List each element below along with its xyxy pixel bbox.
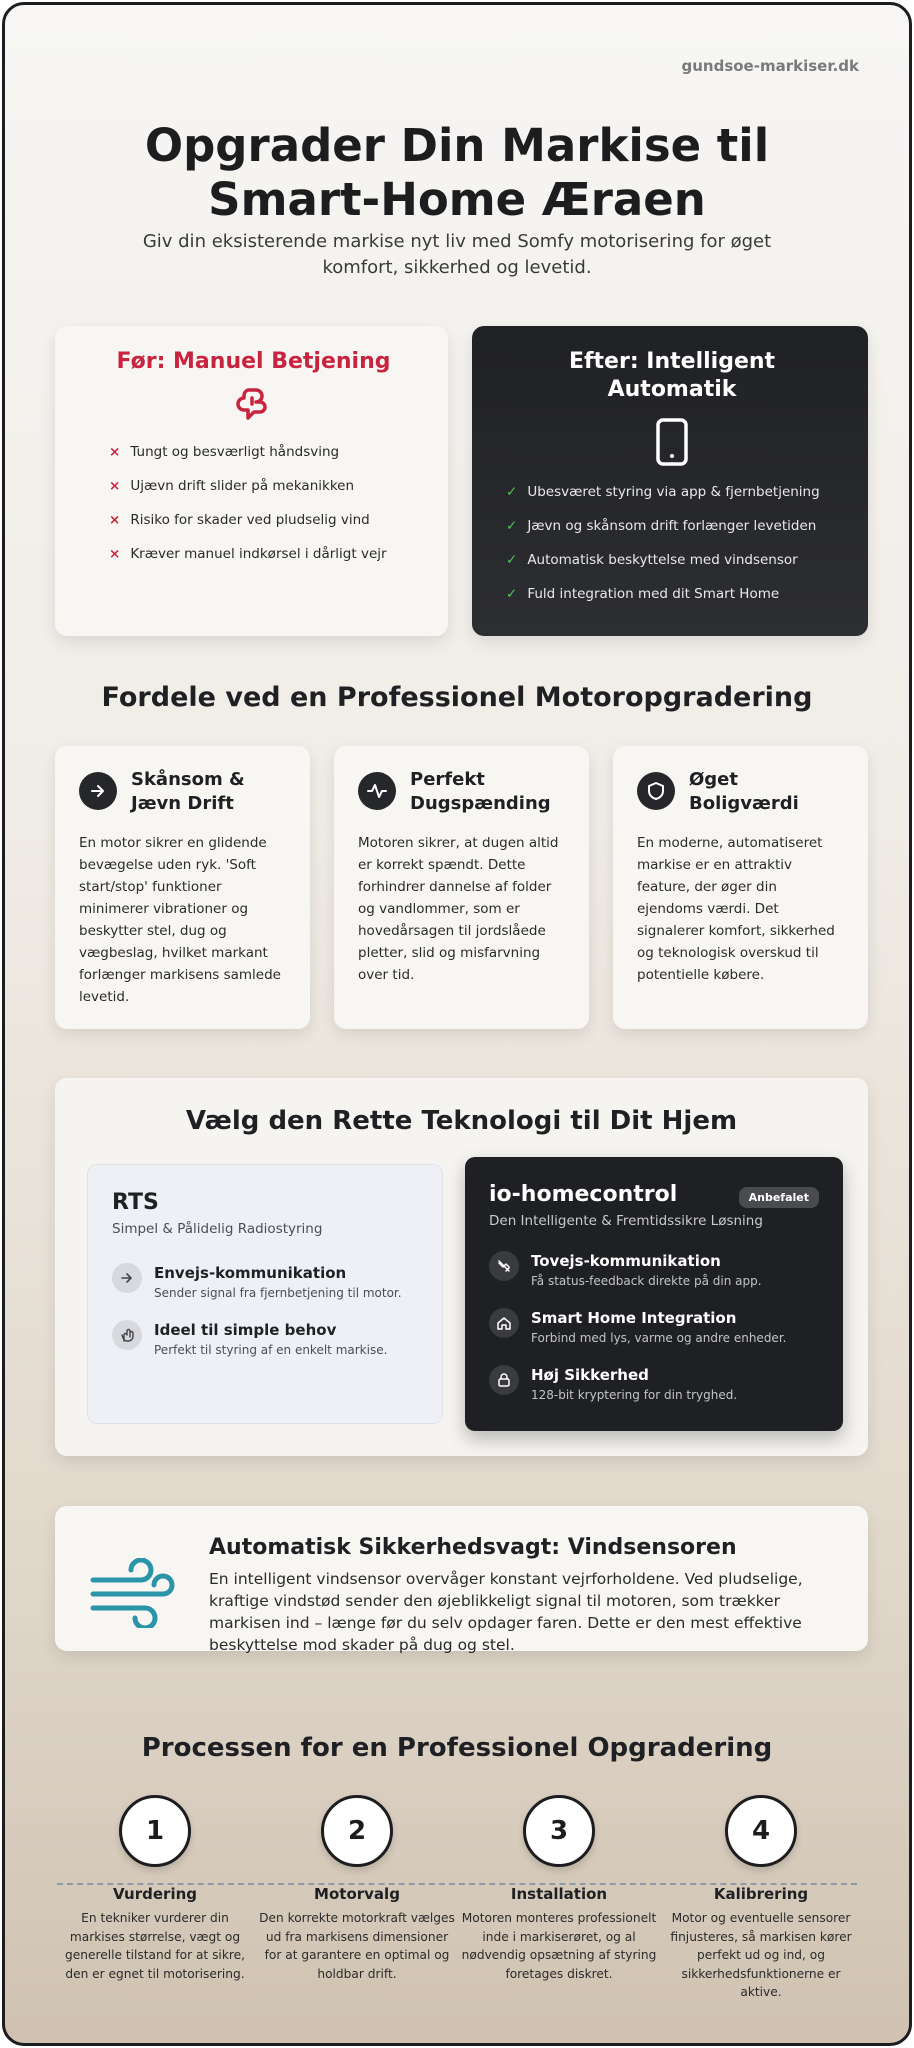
page-title: Opgrader Din Markise til Smart-Home Æraen: [144, 119, 770, 226]
benefit-title: Øget Boligværdi: [689, 769, 799, 814]
wind-title: Automatisk Sikkerhedsvagt: Vindsensoren: [209, 1535, 737, 1560]
step-text: Motor og eventuelle sensorer finjusteres, så markisen kører perfekt ud og ind, og sikkerhedsfunktionerne er aktive.: [670, 1911, 852, 1999]
step-number: 1: [119, 1795, 191, 1867]
feature-item: Ideel til simple behov Perfekt til styring af en enkelt markise.: [112, 1320, 418, 1359]
list-item: × Tungt og besværligt håndsving: [109, 444, 340, 460]
arrow-right-icon: [112, 1263, 142, 1293]
io-homecontrol-card: [465, 1157, 843, 1431]
before-title: Før: Manuel Betjening: [116, 349, 391, 374]
step-number: 2: [321, 1795, 393, 1867]
infographic-frame: [2, 2, 912, 2046]
lock-icon: [489, 1365, 519, 1395]
step-number: 4: [725, 1795, 797, 1867]
step-number: 3: [523, 1795, 595, 1867]
step-title: Kalibrering: [713, 1885, 809, 1903]
feature-item: Høj Sikkerhed 128-bit kryptering for din tryghed.: [489, 1365, 819, 1404]
list-item: ✓ Jævn og skånsom drift forlænger levetiden: [506, 518, 817, 534]
activity-icon: [358, 772, 396, 810]
step-text: En tekniker vurderer din markises størrelse, vægt og generelle tilstand for at sikre, den er egnet til motorisering.: [65, 1911, 245, 1981]
step-text: Den korrekte motorkraft vælges ud fra markisens dimensioner for at garantere en optimal og holdbar drift.: [259, 1911, 455, 1981]
before-list: [109, 442, 398, 564]
io-name: io-homecontrol: [489, 1182, 678, 1207]
site-url: gundsoe-markiser.dk: [681, 57, 859, 75]
list-item: ✓ Ubesværet styring via app & fjernbetjening: [506, 484, 820, 500]
after-list: [506, 482, 838, 604]
benefit-card: [613, 746, 868, 1029]
before-card: [55, 326, 448, 636]
feature-item: Tovejs-kommunikation Få status-feedback direkte på din app.: [489, 1251, 819, 1290]
benefit-title: Perfekt Dugspænding: [410, 769, 551, 814]
feature-item: Smart Home Integration Forbind med lys, varme og andre enheder.: [489, 1308, 819, 1347]
after-card: [472, 326, 868, 636]
feature-item: Envejs-kommunikation Sender signal fra fjernbetjening til motor.: [112, 1263, 418, 1302]
benefit-text: Motoren sikrer, at dugen altid er korrekt spændt. Dette forhindrer dannelse af folder og vandlommer, som er hovedårsagen til jordslåede pletter, slid og misfarvning over tid.: [358, 835, 559, 983]
list-item: × Risiko for skader ved pludselig vind: [109, 512, 370, 528]
technology-section: [55, 1078, 868, 1456]
wind-text: En intelligent vindsensor overvåger konstant vejrforholdene. Ved pludselige, kraftige vindstød sender den øjeblikkeligt signal til motoren, som trækker markisen ind – længe før du selv opdager faren. Dette er den mest effektive beskyttelse mod skader på dug og stel.: [209, 1570, 803, 1654]
technology-title: Vælg den Rette Teknologi til Dit Hjem: [185, 1106, 738, 1136]
shield-icon: [637, 772, 675, 810]
smartphone-icon: [652, 418, 692, 466]
check-icon: ✓: [506, 484, 518, 500]
step-text: Motoren monteres professionelt inde i markiserøret, og al nødvendig opsætning af styring foretages diskret.: [461, 1911, 657, 1981]
io-subtitle: Den Intelligente & Fremtidssikre Løsning: [489, 1213, 763, 1229]
hand-icon: [112, 1320, 142, 1350]
wind-icon: [89, 1558, 175, 1628]
list-item: ✓ Fuld integration med dit Smart Home: [506, 586, 780, 602]
check-icon: ✓: [506, 552, 518, 568]
list-item: ✓ Automatisk beskyttelse med vindsensor: [506, 552, 798, 568]
check-icon: ✓: [506, 586, 518, 602]
home-icon: [489, 1308, 519, 1338]
rts-card: [87, 1164, 443, 1424]
x-icon: ×: [109, 546, 121, 562]
two-way-arrows-icon: [489, 1251, 519, 1281]
benefit-title: Skånsom & Jævn Drift: [131, 769, 245, 814]
step-title: Motorvalg: [314, 1885, 400, 1903]
step-title: Vurdering: [112, 1885, 198, 1903]
recommended-badge: Anbefalet: [739, 1187, 819, 1208]
page-subtitle: Giv din eksisterende markise nyt liv med Somfy motorisering for øget komfort, sikkerhed og levetid.: [142, 231, 772, 278]
benefit-text: En moderne, automatiseret markise er en attraktiv feature, der øger din ejendoms værdi. Det signalerer komfort, sikkerhed og teknologisk overskud til potentielle købere.: [637, 835, 835, 983]
benefit-card: [55, 746, 310, 1029]
benefit-card: [334, 746, 589, 1029]
x-icon: ×: [109, 478, 121, 494]
wind-sensor-card: [55, 1506, 868, 1654]
list-item: × Ujævn drift slider på mekanikken: [109, 478, 355, 494]
benefits-title: Fordele ved en Professionel Motoropgradering: [101, 682, 813, 713]
after-title: Efter: Intelligent Automatik: [568, 349, 776, 402]
hand-crank-icon: [234, 384, 274, 424]
benefit-text: En motor sikrer en glidende bevægelse uden ryk. 'Soft start/stop' funktioner minimerer vibrationer og beskytter stel, dug og vægbeslag, hvilket markant forlænger markisens samlede levetid.: [79, 835, 281, 1005]
rts-subtitle: Simpel & Pålidelig Radiostyring: [112, 1221, 323, 1237]
x-icon: ×: [109, 512, 121, 528]
x-icon: ×: [109, 444, 121, 460]
step-title: Installation: [510, 1885, 608, 1903]
list-item: × Kræver manuel indkørsel i dårligt vejr: [109, 546, 387, 562]
arrow-right-icon: [79, 772, 117, 810]
process-title: Processen for en Professionel Opgradering: [141, 1733, 773, 1763]
check-icon: ✓: [506, 518, 518, 534]
rts-name: RTS: [112, 1190, 159, 1215]
